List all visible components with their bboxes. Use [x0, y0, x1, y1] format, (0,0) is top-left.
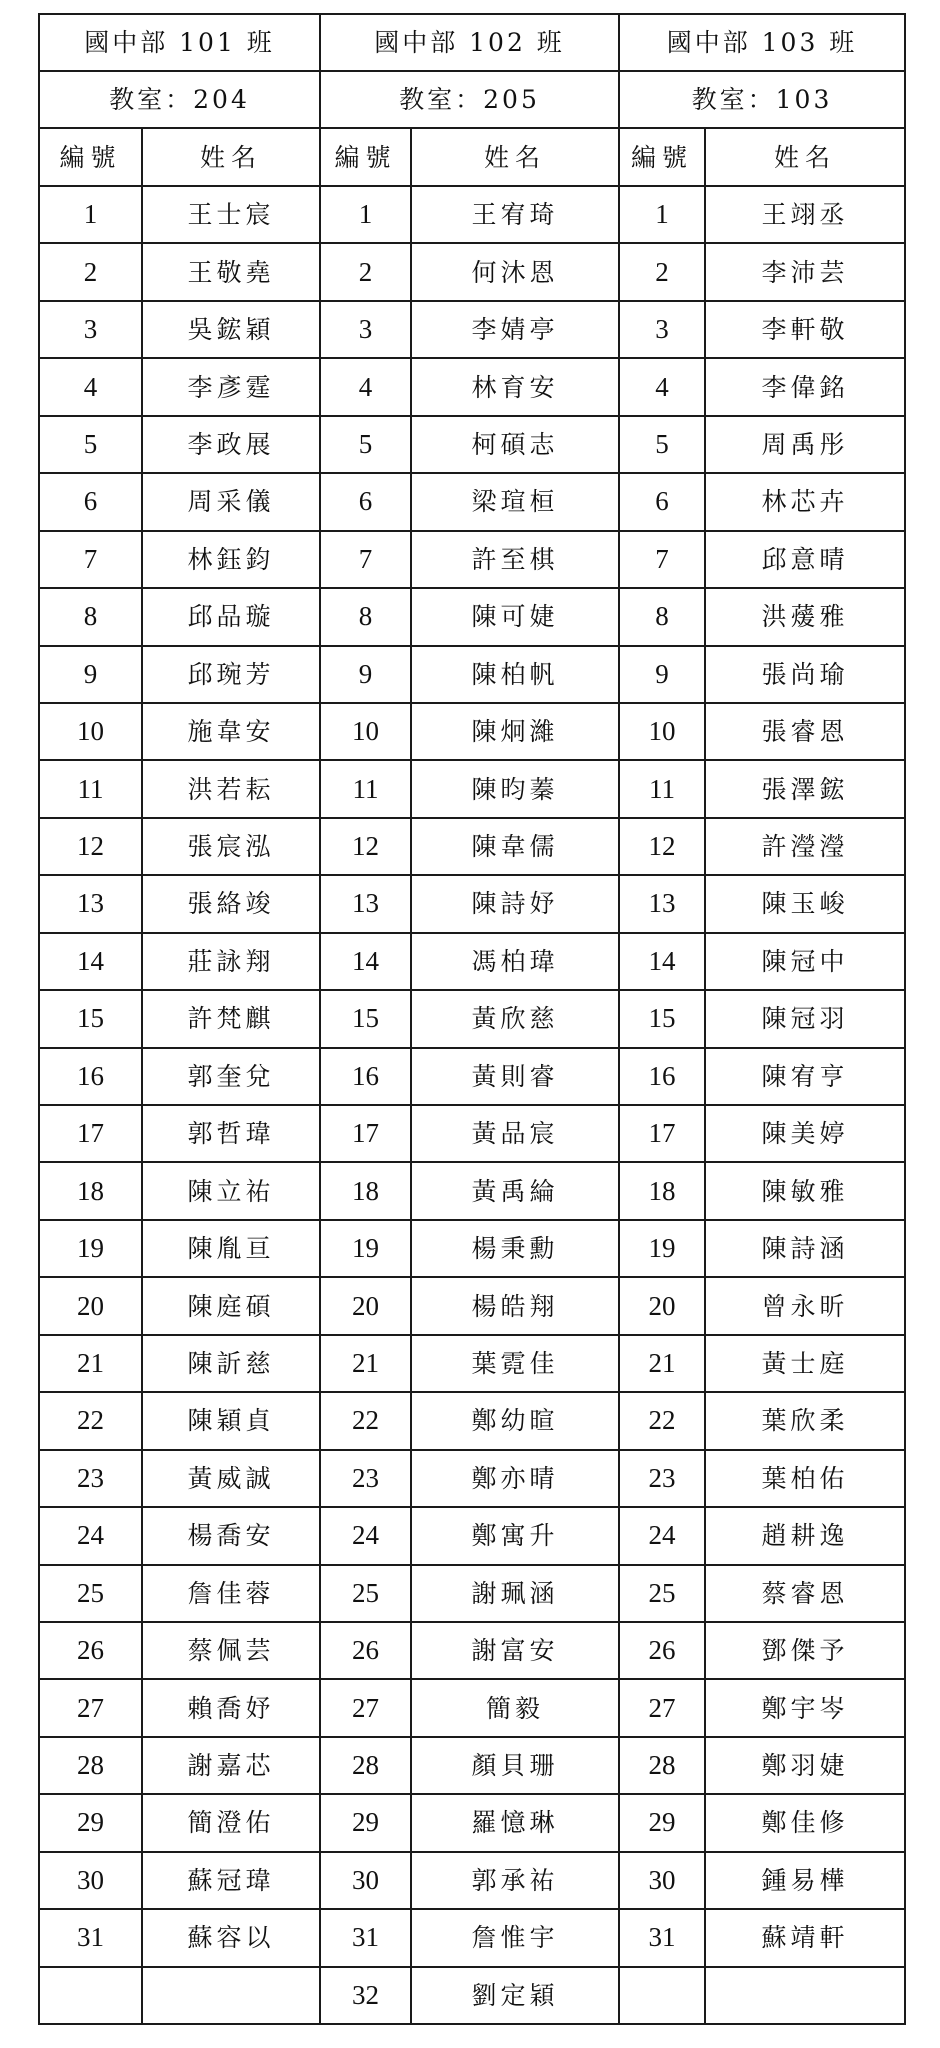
- student-number: 15: [39, 990, 142, 1047]
- student-name: 李婧亭: [411, 301, 619, 358]
- student-name: 陳胤亘: [142, 1220, 320, 1277]
- student-number: 5: [39, 416, 142, 473]
- class-102-title: 國中部 102 班: [320, 14, 619, 71]
- student-name: 鄭幼暄: [411, 1392, 619, 1449]
- student-number: 1: [39, 186, 142, 243]
- student-name: 李彥霆: [142, 358, 320, 415]
- student-number: 22: [619, 1392, 705, 1449]
- student-number: 12: [39, 818, 142, 875]
- student-name: 顏貝珊: [411, 1737, 619, 1794]
- student-number: 5: [619, 416, 705, 473]
- class-103-room: 教室：103: [619, 71, 905, 128]
- student-name: 葉霓佳: [411, 1335, 619, 1392]
- table-row: [39, 1220, 905, 1277]
- table-row: [39, 1909, 905, 1966]
- table-row: [39, 818, 905, 875]
- student-name: 趙耕逸: [705, 1507, 905, 1564]
- table-row: [39, 875, 905, 932]
- student-number: 24: [619, 1507, 705, 1564]
- table-row: [39, 1335, 905, 1392]
- student-number: 23: [39, 1450, 142, 1507]
- student-name: 鄧傑予: [705, 1622, 905, 1679]
- student-name: 陳美婷: [705, 1105, 905, 1162]
- table-row: [39, 358, 905, 415]
- student-name: 楊喬安: [142, 1507, 320, 1564]
- student-name: 周采儀: [142, 473, 320, 530]
- table-row: [39, 1277, 905, 1334]
- student-number: 23: [619, 1450, 705, 1507]
- table-row: [39, 1162, 905, 1219]
- student-name: 邱意晴: [705, 531, 905, 588]
- student-number: 18: [39, 1162, 142, 1219]
- student-name: 黃品宸: [411, 1105, 619, 1162]
- student-name: [142, 1967, 320, 2024]
- student-name: 鄭羽婕: [705, 1737, 905, 1794]
- student-number: 24: [39, 1507, 142, 1564]
- student-number: 28: [39, 1737, 142, 1794]
- student-name: 羅憶琳: [411, 1794, 619, 1851]
- student-number: 20: [619, 1277, 705, 1334]
- student-number: 31: [320, 1909, 411, 1966]
- student-name: 曾永昕: [705, 1277, 905, 1334]
- table-row: [39, 703, 905, 760]
- student-name: 張尚瑜: [705, 646, 905, 703]
- student-number: 29: [619, 1794, 705, 1851]
- student-number: 11: [619, 760, 705, 817]
- student-number: 8: [320, 588, 411, 645]
- table-row: [39, 531, 905, 588]
- student-number: 16: [320, 1048, 411, 1105]
- student-number: 1: [619, 186, 705, 243]
- table-row: [39, 1565, 905, 1622]
- class-102-col-number: 編號: [320, 128, 411, 186]
- student-name: 李軒敬: [705, 301, 905, 358]
- student-name: 林鈺鈞: [142, 531, 320, 588]
- student-name: 蘇容以: [142, 1909, 320, 1966]
- student-name: 張睿恩: [705, 703, 905, 760]
- student-number: 27: [320, 1679, 411, 1736]
- student-number: 4: [39, 358, 142, 415]
- student-number: 21: [39, 1335, 142, 1392]
- student-number: 4: [619, 358, 705, 415]
- student-name: 王士宸: [142, 186, 320, 243]
- student-number: 25: [619, 1565, 705, 1622]
- student-name: 蘇靖軒: [705, 1909, 905, 1966]
- student-number: 2: [320, 243, 411, 300]
- table-row: [39, 473, 905, 530]
- table-row: [39, 1507, 905, 1564]
- student-name: 陳玉峻: [705, 875, 905, 932]
- student-name: 簡澄佑: [142, 1794, 320, 1851]
- student-name: 陳詩妤: [411, 875, 619, 932]
- table-row: [39, 933, 905, 990]
- student-name: 蘇冠瑋: [142, 1852, 320, 1909]
- student-name: 李偉銘: [705, 358, 905, 415]
- roster-body: [39, 186, 905, 2024]
- student-name: 陳冠羽: [705, 990, 905, 1047]
- table-row: [39, 1392, 905, 1449]
- student-name: 謝富安: [411, 1622, 619, 1679]
- student-number: 8: [39, 588, 142, 645]
- table-row: [39, 760, 905, 817]
- student-number: 7: [619, 531, 705, 588]
- student-name: 洪若耘: [142, 760, 320, 817]
- student-number: 27: [619, 1679, 705, 1736]
- student-number: 13: [320, 875, 411, 932]
- student-name: 王翊丞: [705, 186, 905, 243]
- student-number: 28: [320, 1737, 411, 1794]
- student-number: 29: [320, 1794, 411, 1851]
- student-number: 20: [39, 1277, 142, 1334]
- student-number: 17: [39, 1105, 142, 1162]
- student-name: 陳訢慈: [142, 1335, 320, 1392]
- student-name: 王敬堯: [142, 243, 320, 300]
- student-name: 簡毅: [411, 1679, 619, 1736]
- student-name: 張宸泓: [142, 818, 320, 875]
- student-number: 7: [320, 531, 411, 588]
- student-number: 25: [320, 1565, 411, 1622]
- class-103-col-name: 姓名: [705, 128, 905, 186]
- student-number: 4: [320, 358, 411, 415]
- student-name: 鄭寓升: [411, 1507, 619, 1564]
- student-name: 郭承祐: [411, 1852, 619, 1909]
- student-name: 邱品璇: [142, 588, 320, 645]
- student-number: 11: [39, 760, 142, 817]
- student-name: 何沐恩: [411, 243, 619, 300]
- student-number: 9: [619, 646, 705, 703]
- class-101-room: 教室：204: [39, 71, 320, 128]
- student-number: 26: [320, 1622, 411, 1679]
- student-number: 16: [619, 1048, 705, 1105]
- student-number: 14: [39, 933, 142, 990]
- student-number: 17: [619, 1105, 705, 1162]
- student-name: 謝嘉芯: [142, 1737, 320, 1794]
- student-name: 蔡睿恩: [705, 1565, 905, 1622]
- table-row: [39, 243, 905, 300]
- student-number: 3: [39, 301, 142, 358]
- student-name: 周禹彤: [705, 416, 905, 473]
- student-name: 陳敏雅: [705, 1162, 905, 1219]
- student-name: 楊秉勳: [411, 1220, 619, 1277]
- class-103-title: 國中部 103 班: [619, 14, 905, 71]
- class-101-col-name: 姓名: [142, 128, 320, 186]
- class-101-col-number: 編號: [39, 128, 142, 186]
- table-row: [39, 990, 905, 1047]
- table-row: [39, 1967, 905, 2024]
- table-row: [39, 1852, 905, 1909]
- student-name: 許至棋: [411, 531, 619, 588]
- student-name: 賴喬妤: [142, 1679, 320, 1736]
- table-row: [39, 416, 905, 473]
- student-number: 8: [619, 588, 705, 645]
- student-name: 黃士庭: [705, 1335, 905, 1392]
- student-name: 黃則睿: [411, 1048, 619, 1105]
- student-number: 16: [39, 1048, 142, 1105]
- student-number: 14: [619, 933, 705, 990]
- student-number: 10: [39, 703, 142, 760]
- student-name: 郭哲瑋: [142, 1105, 320, 1162]
- student-name: 黃威誠: [142, 1450, 320, 1507]
- student-number: 19: [320, 1220, 411, 1277]
- student-number: 3: [619, 301, 705, 358]
- student-name: 鄭亦晴: [411, 1450, 619, 1507]
- student-number: 9: [39, 646, 142, 703]
- student-name: 許梵麒: [142, 990, 320, 1047]
- student-number: [39, 1967, 142, 2024]
- student-number: 21: [619, 1335, 705, 1392]
- student-name: 莊詠翔: [142, 933, 320, 990]
- student-name: 王宥琦: [411, 186, 619, 243]
- student-name: [705, 1967, 905, 2024]
- student-number: 18: [320, 1162, 411, 1219]
- student-name: 張澤鋐: [705, 760, 905, 817]
- student-number: 13: [619, 875, 705, 932]
- student-number: 23: [320, 1450, 411, 1507]
- student-name: 葉欣柔: [705, 1392, 905, 1449]
- student-name: 陳柏帆: [411, 646, 619, 703]
- student-number: 30: [39, 1852, 142, 1909]
- table-row: [39, 1450, 905, 1507]
- student-number: 26: [619, 1622, 705, 1679]
- student-number: 28: [619, 1737, 705, 1794]
- student-number: 31: [619, 1909, 705, 1966]
- student-number: 15: [619, 990, 705, 1047]
- student-number: 12: [619, 818, 705, 875]
- student-number: 3: [320, 301, 411, 358]
- student-name: 李政展: [142, 416, 320, 473]
- student-number: 25: [39, 1565, 142, 1622]
- student-number: 30: [320, 1852, 411, 1909]
- student-name: 陳宥亨: [705, 1048, 905, 1105]
- student-name: 劉定穎: [411, 1967, 619, 2024]
- student-name: 陳昀蓁: [411, 760, 619, 817]
- student-name: 張絡竣: [142, 875, 320, 932]
- student-number: 27: [39, 1679, 142, 1736]
- table-row: [39, 646, 905, 703]
- table-row: [39, 1622, 905, 1679]
- student-number: [619, 1967, 705, 2024]
- student-name: 陳韋儒: [411, 818, 619, 875]
- student-number: 12: [320, 818, 411, 875]
- student-name: 梁瑄桓: [411, 473, 619, 530]
- class-101-title: 國中部 101 班: [39, 14, 320, 71]
- student-name: 陳立祐: [142, 1162, 320, 1219]
- student-name: 黃禹綸: [411, 1162, 619, 1219]
- student-name: 林芯卉: [705, 473, 905, 530]
- student-number: 7: [39, 531, 142, 588]
- student-number: 20: [320, 1277, 411, 1334]
- student-number: 2: [619, 243, 705, 300]
- student-name: 施韋安: [142, 703, 320, 760]
- student-number: 6: [39, 473, 142, 530]
- student-name: 邱琬芳: [142, 646, 320, 703]
- table-row: [39, 1794, 905, 1851]
- student-name: 吳鋐穎: [142, 301, 320, 358]
- student-number: 22: [39, 1392, 142, 1449]
- table-row: [39, 1737, 905, 1794]
- student-name: 鄭佳修: [705, 1794, 905, 1851]
- student-number: 30: [619, 1852, 705, 1909]
- student-number: 6: [619, 473, 705, 530]
- student-number: 5: [320, 416, 411, 473]
- student-number: 15: [320, 990, 411, 1047]
- student-number: 31: [39, 1909, 142, 1966]
- student-name: 陳庭碩: [142, 1277, 320, 1334]
- student-number: 17: [320, 1105, 411, 1162]
- class-102-col-name: 姓名: [411, 128, 619, 186]
- student-number: 6: [320, 473, 411, 530]
- student-name: 柯碩志: [411, 416, 619, 473]
- student-name: 詹惟宇: [411, 1909, 619, 1966]
- class-102-room: 教室：205: [320, 71, 619, 128]
- student-number: 24: [320, 1507, 411, 1564]
- student-name: 鍾易樺: [705, 1852, 905, 1909]
- student-name: 詹佳蓉: [142, 1565, 320, 1622]
- student-name: 陳冠中: [705, 933, 905, 990]
- class-roster-table: [38, 13, 906, 2025]
- student-number: 18: [619, 1162, 705, 1219]
- student-name: 馮柏瑋: [411, 933, 619, 990]
- class-103-col-number: 編號: [619, 128, 705, 186]
- student-name: 鄭宇岑: [705, 1679, 905, 1736]
- student-name: 郭奎兌: [142, 1048, 320, 1105]
- table-row: [39, 588, 905, 645]
- student-number: 2: [39, 243, 142, 300]
- table-row: [39, 1048, 905, 1105]
- student-number: 10: [619, 703, 705, 760]
- student-name: 蔡佩芸: [142, 1622, 320, 1679]
- student-name: 謝珮涵: [411, 1565, 619, 1622]
- student-number: 29: [39, 1794, 142, 1851]
- table-row: [39, 301, 905, 358]
- student-number: 21: [320, 1335, 411, 1392]
- student-name: 林育安: [411, 358, 619, 415]
- table-row: [39, 186, 905, 243]
- student-name: 陳穎貞: [142, 1392, 320, 1449]
- student-number: 32: [320, 1967, 411, 2024]
- student-number: 19: [619, 1220, 705, 1277]
- student-number: 1: [320, 186, 411, 243]
- student-name: 李沛芸: [705, 243, 905, 300]
- student-number: 19: [39, 1220, 142, 1277]
- student-number: 13: [39, 875, 142, 932]
- student-name: 陳炯濰: [411, 703, 619, 760]
- student-number: 10: [320, 703, 411, 760]
- student-name: 洪蕿雅: [705, 588, 905, 645]
- student-number: 11: [320, 760, 411, 817]
- student-name: 陳詩涵: [705, 1220, 905, 1277]
- student-number: 22: [320, 1392, 411, 1449]
- student-number: 14: [320, 933, 411, 990]
- table-row: [39, 1105, 905, 1162]
- student-name: 陳可婕: [411, 588, 619, 645]
- student-name: 楊皓翔: [411, 1277, 619, 1334]
- student-name: 葉柏佑: [705, 1450, 905, 1507]
- student-name: 黃欣慈: [411, 990, 619, 1047]
- student-number: 9: [320, 646, 411, 703]
- student-number: 26: [39, 1622, 142, 1679]
- student-name: 許瀅瀅: [705, 818, 905, 875]
- table-row: [39, 1679, 905, 1736]
